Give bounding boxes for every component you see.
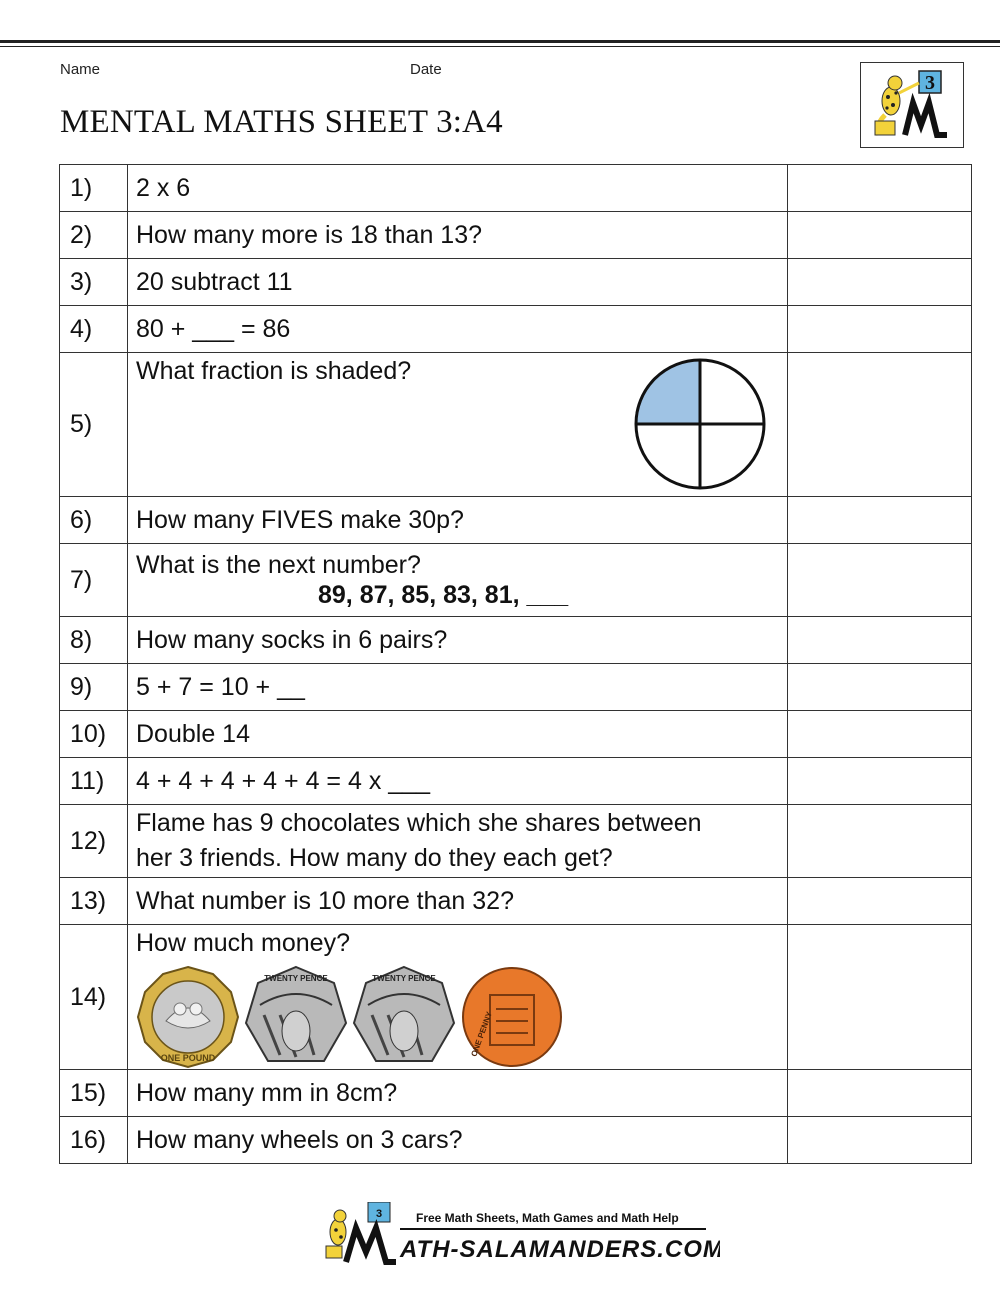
- question-text: How many mm in 8cm?: [128, 1070, 788, 1117]
- svg-text:ONE PENNY: ONE PENNY: [469, 1010, 494, 1058]
- question-number: 12): [60, 805, 128, 878]
- table-row: [60, 664, 972, 711]
- question-text-line1: Flame has 9 chocolates which she shares between: [136, 809, 702, 837]
- question-text-line2: her 3 friends. How many do they each get?: [136, 844, 613, 872]
- question-number: 4): [60, 306, 128, 353]
- number-sequence: 89, 87, 85, 83, 81, ___: [318, 581, 569, 609]
- question-text: 80 + ___ = 86: [128, 306, 788, 353]
- question-number: 3): [60, 259, 128, 306]
- table-row: [60, 617, 972, 664]
- top-rule-thin: [0, 46, 1000, 47]
- question-number: 6): [60, 497, 128, 544]
- question-text: How many FIVES make 30p?: [128, 497, 788, 544]
- question-number: 2): [60, 212, 128, 259]
- svg-text:TWENTY PENCE: TWENTY PENCE: [264, 974, 328, 983]
- table-row: [60, 1070, 972, 1117]
- svg-text:Free Math Sheets, Math Games a: Free Math Sheets, Math Games and Math Help: [416, 1211, 679, 1225]
- question-number: 9): [60, 664, 128, 711]
- twenty-pence-coin-icon: [244, 965, 348, 1069]
- answer-cell[interactable]: [788, 711, 972, 758]
- answer-cell[interactable]: [788, 544, 972, 617]
- salamander-logo: [860, 62, 964, 148]
- coin-row: [136, 965, 787, 1069]
- answer-cell[interactable]: [788, 259, 972, 306]
- question-number: 11): [60, 758, 128, 805]
- one-pound-coin-icon: [136, 965, 240, 1069]
- answer-cell[interactable]: [788, 353, 972, 497]
- answer-cell[interactable]: [788, 1117, 972, 1164]
- footer-logo[interactable]: [320, 1202, 720, 1272]
- question-cell: [128, 353, 788, 497]
- svg-text:ONE POUND: ONE POUND: [160, 1053, 216, 1063]
- table-row: [60, 878, 972, 925]
- one-penny-coin-icon: [460, 965, 564, 1069]
- question-text: Double 14: [128, 711, 788, 758]
- svg-text:3: 3: [925, 72, 935, 94]
- table-row: [60, 497, 972, 544]
- question-cell: [128, 925, 788, 1070]
- question-text: How many socks in 6 pairs?: [128, 617, 788, 664]
- table-row: [60, 212, 972, 259]
- answer-cell[interactable]: [788, 925, 972, 1070]
- answer-cell[interactable]: [788, 758, 972, 805]
- name-label: Name: [60, 61, 101, 78]
- answer-cell[interactable]: [788, 497, 972, 544]
- question-number: 15): [60, 1070, 128, 1117]
- question-number: 1): [60, 165, 128, 212]
- table-row: [60, 711, 972, 758]
- answer-cell[interactable]: [788, 212, 972, 259]
- table-row: [60, 925, 972, 1070]
- svg-text:ATH-SALAMANDERS.COM: ATH-SALAMANDERS.COM: [400, 1236, 720, 1263]
- question-number: 7): [60, 544, 128, 617]
- question-text: How much money?: [136, 929, 350, 957]
- table-row: [60, 805, 972, 878]
- svg-text:3: 3: [375, 1208, 383, 1220]
- svg-text:TWENTY PENCE: TWENTY PENCE: [372, 974, 436, 983]
- answer-cell[interactable]: [788, 878, 972, 925]
- fraction-circle: [633, 357, 767, 491]
- answer-cell[interactable]: [788, 306, 972, 353]
- question-text: What fraction is shaded?: [136, 357, 412, 385]
- question-text: 2 x 6: [128, 165, 788, 212]
- question-text: What number is 10 more than 32?: [128, 878, 788, 925]
- question-text: 4 + 4 + 4 + 4 + 4 = 4 x ___: [128, 758, 788, 805]
- answer-cell[interactable]: [788, 165, 972, 212]
- answer-cell[interactable]: [788, 1070, 972, 1117]
- question-text: What is the next number?: [136, 551, 421, 579]
- question-cell: [128, 544, 788, 617]
- table-row: [60, 306, 972, 353]
- twenty-pence-coin-icon: [352, 965, 456, 1069]
- question-text: 5 + 7 = 10 + __: [128, 664, 788, 711]
- question-number: 5): [60, 353, 128, 497]
- top-rule: [0, 40, 1000, 43]
- question-number: 16): [60, 1117, 128, 1164]
- question-number: 14): [60, 925, 128, 1070]
- date-label: Date: [410, 61, 442, 78]
- table-row: [60, 259, 972, 306]
- table-row: [60, 353, 972, 497]
- answer-cell[interactable]: [788, 664, 972, 711]
- question-cell: [128, 805, 788, 878]
- question-text: How many more is 18 than 13?: [128, 212, 788, 259]
- question-number: 13): [60, 878, 128, 925]
- table-row: [60, 544, 972, 617]
- page-title: MENTAL MATHS SHEET 3:A4: [60, 104, 503, 140]
- question-number: 8): [60, 617, 128, 664]
- answer-cell[interactable]: [788, 617, 972, 664]
- table-row: [60, 165, 972, 212]
- table-row: [60, 1117, 972, 1164]
- questions-table: [59, 164, 972, 1164]
- answer-cell[interactable]: [788, 805, 972, 878]
- question-number: 10): [60, 711, 128, 758]
- table-row: [60, 758, 972, 805]
- question-text: 20 subtract 11: [128, 259, 788, 306]
- question-text: How many wheels on 3 cars?: [128, 1117, 788, 1164]
